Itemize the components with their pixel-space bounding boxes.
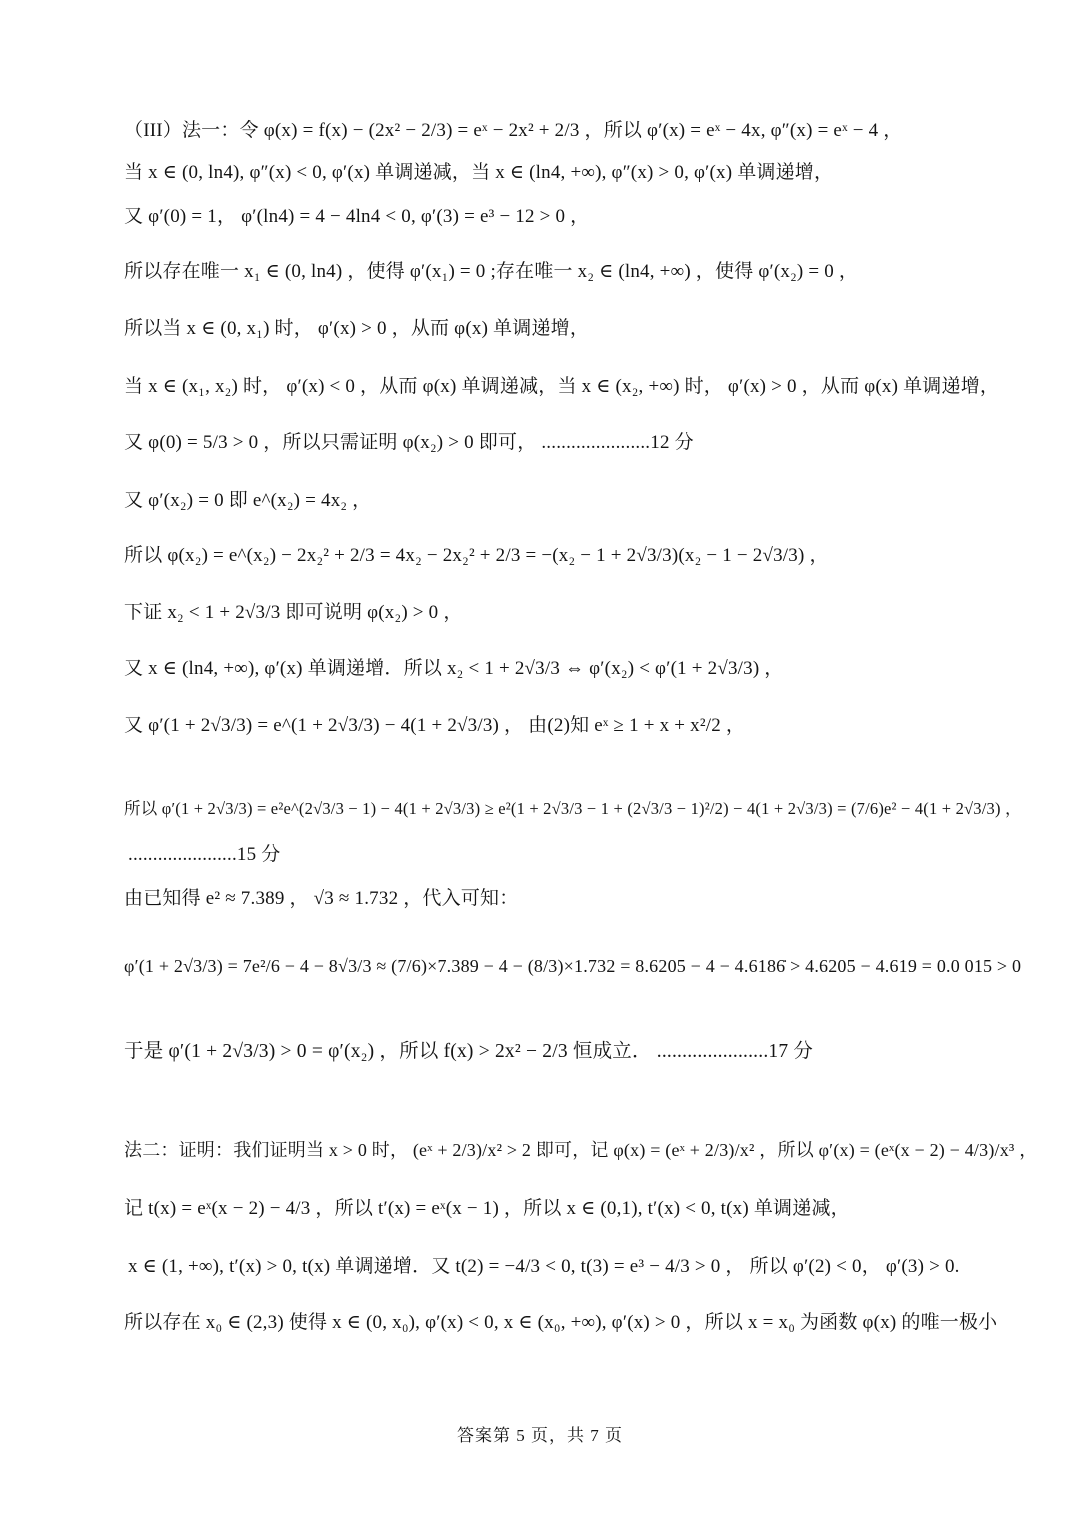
text-line-21: 所以存在 x₀ ∈ (2,3) 使得 x ∈ (0, x₀), φ′(x) < 0, x ∈ (x₀, +∞), φ′(x) > 0 ，所以 x = x₀ 为函数 φ(x) 的唯一极小 xyxy=(124,1312,998,1333)
text-line-6: 当 x ∈ (x₁, x₂) 时， φ′(x) < 0 ，从而 φ(x) 单调递减，当 x ∈ (x₂, +∞) 时， φ′(x) > 0 ，从而 φ(x) 单调递增， xyxy=(124,376,1000,397)
text-line-19: 记 t(x) = eˣ(x − 2) − 4/3 ，所以 t′(x) = eˣ(x − 1) ，所以 x ∈ (0,1), t′(x) < 0, t(x) 单调递减， xyxy=(124,1198,850,1219)
text-line-17: 于是 φ′(1 + 2√3/3) > 0 = φ′(x₂) ，所以 f(x) > 2x² − 2/3 恒成立． ......................17 分 xyxy=(124,1041,814,1062)
page-footer: 答案第 5 页，共 7 页 xyxy=(457,1426,623,1445)
text-line-1: （III）法一：令 φ(x) = f(x) − (2x² − 2/3) = eˣ − 2x² + 2/3 ，所以 φ′(x) = eˣ − 4x, φ″(x) = eˣ − 4 ， xyxy=(124,120,903,141)
text-line-20: x ∈ (1, +∞), t′(x) > 0, t(x) 单调递增．又 t(2) = −4/3 < 0, t(3) = e³ − 4/3 > 0 ， 所以 φ′(2) < 0， φ′(3) > 0. xyxy=(128,1256,960,1277)
text-line-14: ......................15 分 xyxy=(128,844,281,865)
text-line-8: 又 φ′(x₂) = 0 即 e^(x₂) = 4x₂ ， xyxy=(124,490,372,511)
text-line-5: 所以当 x ∈ (0, x₁) 时， φ′(x) > 0 ，从而 φ(x) 单调递增， xyxy=(124,318,590,339)
text-line-12: 又 φ′(1 + 2√3/3) = e^(1 + 2√3/3) − 4(1 + 2√3/3) ， 由(2)知 eˣ ≥ 1 + x + x²/2 ， xyxy=(124,715,746,736)
text-line-18: 法二：证明：我们证明当 x > 0 时， (eˣ + 2/3)/x² > 2 即可，记 φ(x) = (eˣ + 2/3)/x² ，所以 φ′(x) = (eˣ(x − 2) − 4/3)/x³ ， xyxy=(124,1140,1038,1160)
text-line-13: 所以 φ′(1 + 2√3/3) = e²e^(2√3/3 − 1) − 4(1 + 2√3/3) ≥ e²(1 + 2√3/3 − 1 + (2√3/3 − 1)²/2) − 4(1 + 2√3/3) = (7/6)e² − 4(1 + 2√3/3) ， xyxy=(124,799,1022,818)
text-line-11: 又 x ∈ (ln4, +∞), φ′(x) 单调递增．所以 x₂ < 1 + 2√3/3 ⇔ φ′(x₂) < φ′(1 + 2√3/3) ， xyxy=(124,658,784,679)
text-line-4: 所以存在唯一 x₁ ∈ (0, ln4) ，使得 φ′(x₁) = 0 ;存在唯一 x₂ ∈ (ln4, +∞) ，使得 φ′(x₂) = 0 ， xyxy=(124,261,859,282)
text-line-10: 下证 x₂ < 1 + 2√3/3 即可说明 φ(x₂) > 0 ， xyxy=(124,602,463,623)
text-line-3: 又 φ′(0) = 1， φ′(ln4) = 4 − 4ln4 < 0, φ′(3) = e³ − 12 > 0 ， xyxy=(124,206,590,227)
text-line-2: 当 x ∈ (0, ln4), φ″(x) < 0, φ′(x) 单调递减，当 x ∈ (ln4, +∞), φ″(x) > 0, φ′(x) 单调递增， xyxy=(124,162,834,183)
text-line-15: 由已知得 e² ≈ 7.389 ， √3 ≈ 1.732 ，代入可知： xyxy=(124,888,519,909)
text-line-9: 所以 φ(x₂) = e^(x₂) − 2x₂² + 2/3 = 4x₂ − 2x₂² + 2/3 = −(x₂ − 1 + 2√3/3)(x₂ − 1 − 2√3/3) ， xyxy=(124,545,829,566)
text-line-7: 又 φ(0) = 5/3 > 0 ，所以只需证明 φ(x₂) > 0 即可， ......................12 分 xyxy=(124,432,694,453)
text-line-16: φ′(1 + 2√3/3) = 7e²/6 − 4 − 8√3/3 ≈ (7/6)×7.389 − 4 − (8/3)×1.732 = 8.6205 − 4 − 4.6186̇ > 4.6205 − 4.619 = 0.0 015 > 0 xyxy=(124,956,1022,976)
